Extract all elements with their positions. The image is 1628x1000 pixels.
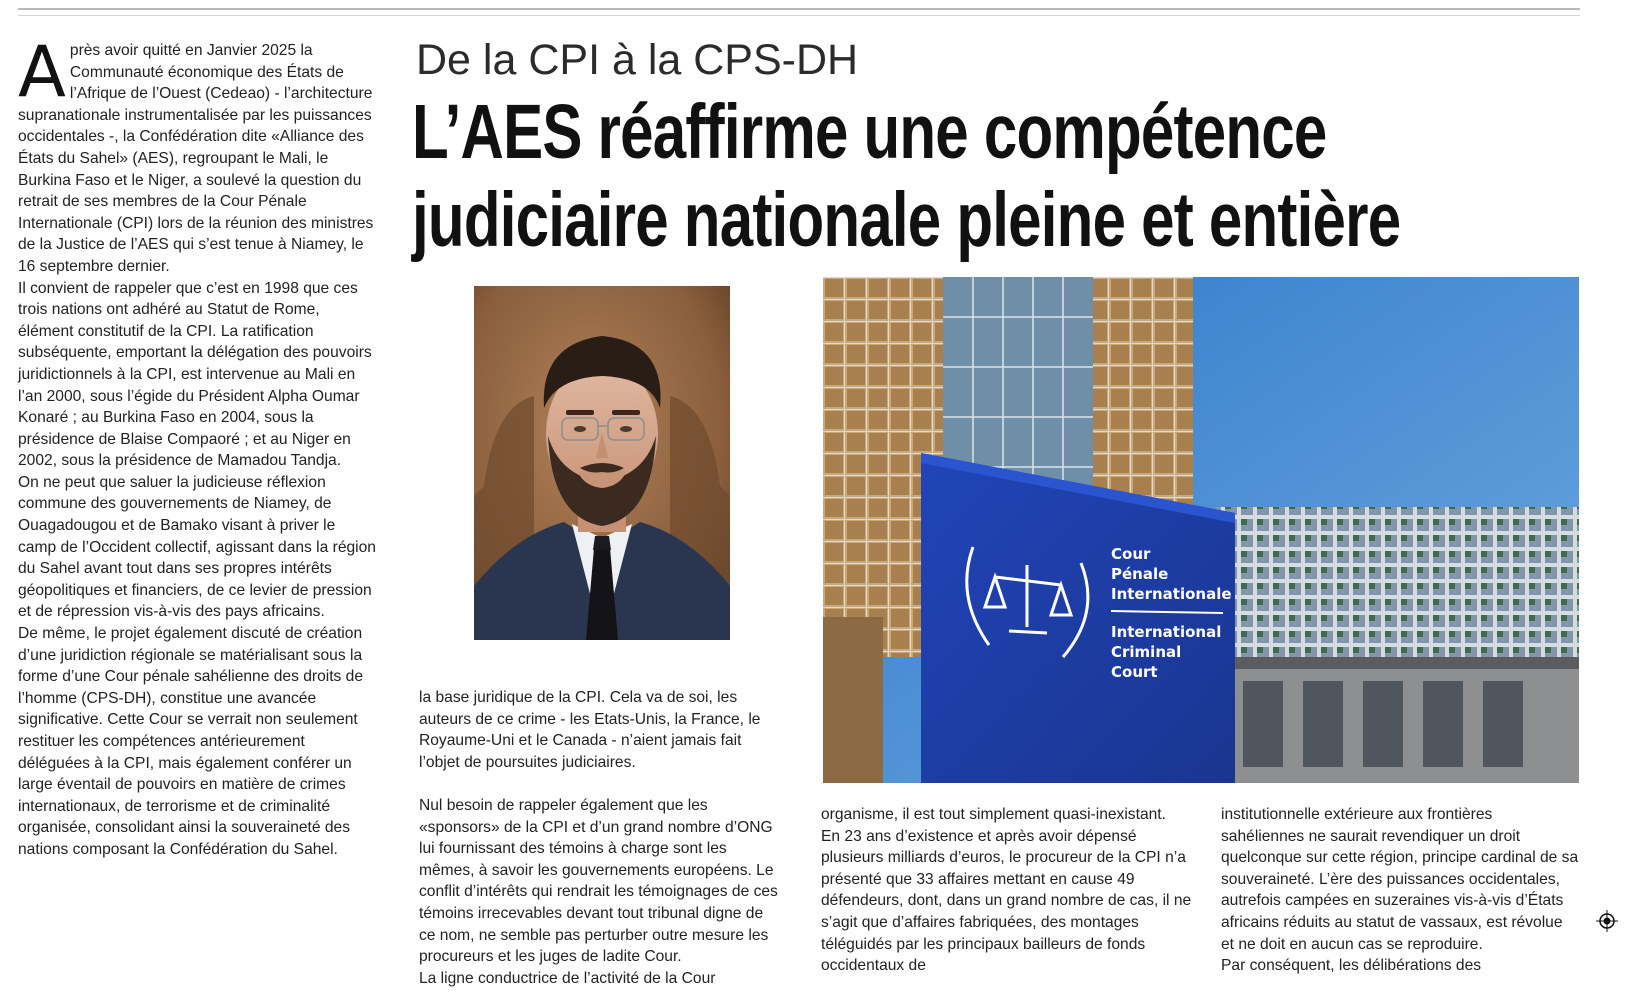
sign-text-en-3: Court [1111,663,1158,681]
paragraph-2: Par conséquent, les délibérations des [1221,957,1482,975]
top-rule [18,8,1580,16]
paragraph-1: la base juridique de la CPI. Cela va de soi, les auteurs de ce crime - les Etats-Unis, la France, le Royaume-Uni et le Canada - n’aient jamais fait l’objet de poursuites judiciaires. [419,689,761,771]
paragraph-1: organisme, il est tout simplement quasi-inexistant. [821,806,1166,823]
headline [412,88,1401,264]
sign-text-fr-2: Pénale [1111,565,1169,583]
paragraph-3: La ligne conductrice de l’activité de la Cour [419,969,716,987]
sign-text-en-2: Criminal [1111,643,1182,661]
sign-text-fr-3: Internationale [1111,585,1232,603]
headline-line-1: L’AES réaffirme une compétence [412,89,1327,175]
article-column-3 [821,804,1203,977]
article-column-4 [1221,804,1579,977]
paragraph-3: On ne peut que saluer la judicieuse réflexion commune des gouvernements de Niamey, de Ouagadougou et de Bamako visant à priver le camp de l’Occident collectif, agissant dans la région du Sahel avant tout dans ses propres intérêts géopolitiques et financiers, de ce levier de pression et de répression vis-à-vis des pays africains. [18,473,376,621]
paragraph-1: institutionnelle extérieure aux frontières sahéliennes ne saurait revendiquer un droit quelconque sur cette région, principe cardinal de sa souveraineté. L’ère des puissances occidentales, autrefois campées en suzeraines vis-à-vis d’États africains réduits au statut de vassaux, est révolue et ne doit en aucun cas se reproduire. [1221,806,1579,953]
paragraph-2: Il convient de rappeler que c’est en 1998 que ces trois nations ont adhéré au Statut de Rome, élément constitutif de la CPI. La ratification subséquente, emportant la délégation des pouvoirs juridictionnels à la CPI, est intervenue au Mali en l’an 2000, sous l’égide du Président Alpha Oumar Konaré ; au Burkina Faso en 2004, sous la présidence de Blaise Compaoré ; et au Niger en 2002, sous la présidence de Mamadou Tandja. [18,279,372,470]
kicker-title: De la CPI à la CPS-DH [416,36,859,84]
icc-building-photo [823,277,1579,783]
drop-cap: A [18,31,66,113]
paragraph-2: En 23 ans d’existence et après avoir dépensé plusieurs milliards d’euros, le procureur de la CPI n’a présenté que 33 affaires mettant en cause 49 défendeurs, dont, dans un grand nombre de cas, il ne s’agit que d’affaires fabriquées, des montages téléguidés par les principaux bailleurs de fonds occidentaux de [821,827,1192,975]
portrait-photo [474,286,730,640]
sign-text-en-1: International [1111,623,1222,641]
paragraph-2: Nul besoin de rappeler également que les «sponsors» de la CPI et d’un grand nombre d’ONG lui fournissant des témoins à charge sont les mêmes, à savoir les gouvernements européens. Le conflit d’intérêts qui rendrait les témoignages de ces témoins irrecevables devant tout tribunal digne de ce nom, ne semble pas perturber outre mesure les procureurs et les juges de ladite Cour. [419,797,778,966]
headline-line-2: judiciaire nationale pleine et entière [412,177,1401,263]
sign-text-fr-1: Cour [1111,545,1151,563]
article-column-2 [419,795,783,989]
registration-mark-icon [1596,910,1618,932]
paragraph-4: De même, le projet également discuté de création d’une juridiction régionale se matérialisant sous la forme d’une Cour pénale sahélienne des droits de l’homme (CPS-DH), constitue une avancée significative. Cette Cour se verrait non seulement restituer les compétences antérieurement déléguées à la CPI, mais également conférer un large éventail de pouvoirs en matière de crimes internationaux, de terrorisme et de criminalité organisée, consolidant ainsi la souveraineté des nations composant la Confédération du Sahel. [18,625,364,858]
paragraph-1: près avoir quitté en Janvier 2025 la Communauté économique des États de l’Afrique de l’Ouest (Cedeao) - l’architecture supranationale instrumentalisée par les puissances occidentales -, la Confédération dite «Alliance des États du Sahel» (AES), regroupant le Mali, le Burkina Faso et le Niger, a soulevé la question du retrait de ses membres de la Cour Pénale Internationale (CPI) lors de la réunion des ministres de la Justice de l’AES qui s’est tenue à Niamey, le 16 septembre dernier. [18,42,374,275]
article-column-2-top [419,687,779,773]
article-column-1 [18,31,376,861]
